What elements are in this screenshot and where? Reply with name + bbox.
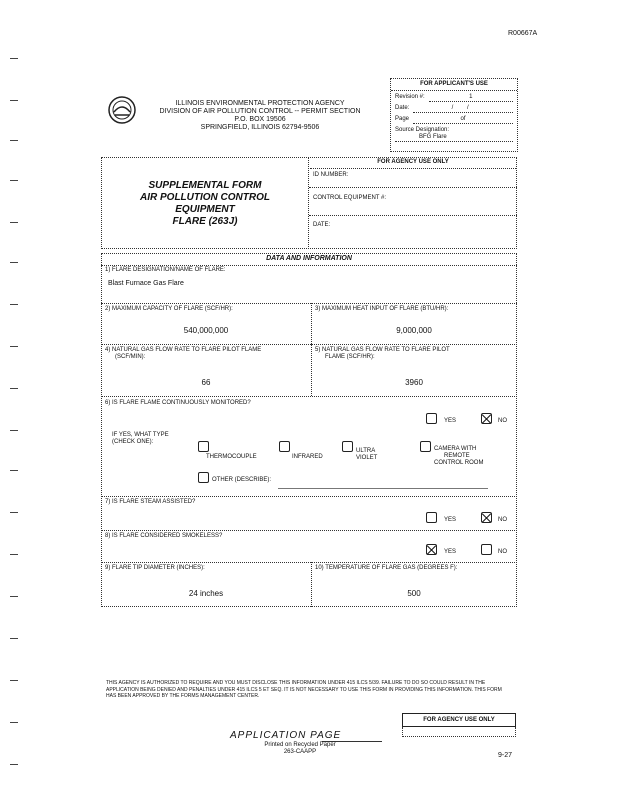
other-label: OTHER (DESCRIBE): — [212, 477, 272, 483]
margin-mark — [10, 722, 18, 725]
q8-rule — [101, 562, 517, 563]
other-checkbox[interactable] — [198, 472, 209, 483]
q9-value[interactable]: 24 inches — [188, 589, 224, 598]
q6-yes-label: YES — [444, 418, 457, 424]
q6-rule — [101, 496, 517, 497]
q1-label: 1) FLARE DESIGNATION/NAME OF FLARE: — [105, 267, 226, 273]
q8-yes-checkbox[interactable] — [426, 544, 437, 555]
revision-label: Revision #: — [395, 94, 425, 100]
margin-mark — [10, 680, 18, 683]
margin-mark — [10, 554, 18, 557]
q3-value[interactable]: 9,000,000 — [396, 326, 432, 335]
agency-logo — [108, 96, 136, 124]
agency-date-label: DATE: — [313, 222, 331, 228]
q8-label: 8) IS FLARE CONSIDERED SMOKELESS? — [105, 533, 223, 539]
form-title-line4: FLARE (263J) — [172, 216, 238, 227]
source-designation-label: Source Designation: — [395, 127, 450, 133]
camera-label-line2: REMOTE — [444, 453, 470, 459]
thermocouple-checkbox[interactable] — [198, 441, 209, 452]
q2-q3-divider — [311, 303, 312, 344]
page-label: Page — [395, 116, 410, 122]
agency-header — [140, 100, 380, 132]
other-field[interactable] — [278, 488, 488, 489]
q5-label-line1: 5) NATURAL GAS FLOW RATE TO FLARE PILOT — [315, 347, 450, 353]
q3-rule — [101, 344, 517, 345]
applicant-use-box — [390, 78, 518, 152]
form-code: 263-CAAPP — [283, 749, 317, 755]
q9-q10-divider — [311, 562, 312, 607]
margin-mark — [10, 346, 18, 349]
agency-name: ILLINOIS ENVIRONMENTAL PROTECTION AGENCY — [175, 100, 345, 107]
margin-mark — [10, 100, 18, 103]
form-title — [110, 180, 300, 228]
thermocouple-label: THERMOCOUPLE — [206, 454, 257, 460]
section-title-rule — [101, 265, 517, 266]
q8-no-label: NO — [498, 549, 507, 555]
date-label: Date: — [395, 105, 410, 111]
q10-value[interactable]: 500 — [407, 589, 421, 598]
agency-id-field[interactable] — [309, 187, 517, 188]
q6-yes-checkbox[interactable] — [426, 413, 437, 424]
q5-label — [315, 347, 515, 361]
q1-rule — [101, 303, 517, 304]
ultraviolet-checkbox[interactable] — [342, 441, 353, 452]
q5-label-line2: FLAME (SCF/HR): — [325, 354, 375, 360]
q8-yes-label: YES — [444, 549, 457, 555]
q4-label-line1: 4) NATURAL GAS FLOW RATE TO FLARE PILOT FLAME — [105, 347, 262, 353]
margin-mark — [10, 180, 18, 183]
q5-value[interactable]: 3960 — [405, 378, 423, 387]
margin-mark — [10, 638, 18, 641]
q4-label — [105, 347, 305, 361]
margin-mark — [10, 430, 18, 433]
margin-mark — [10, 470, 18, 473]
q7-label: 7) IS FLARE STEAM ASSISTED? — [105, 499, 196, 505]
q5-rule — [101, 396, 517, 397]
margin-mark — [10, 388, 18, 391]
q3-label: 3) MAXIMUM HEAT INPUT OF FLARE (BTU/HR): — [315, 306, 449, 312]
infrared-label: INFRARED — [292, 454, 323, 460]
agency-city: SPRINGFIELD, ILLINOIS 62794-9506 — [200, 124, 320, 131]
document-id: R00667A — [508, 30, 538, 37]
q4-q5-divider — [311, 344, 312, 396]
source-designation-field[interactable]: BFG Flare — [395, 134, 513, 142]
q6-no-checkbox[interactable] — [481, 413, 492, 424]
form-title-line2: AIR POLLUTION CONTROL — [140, 192, 270, 203]
margin-mark — [10, 512, 18, 515]
q6-if-yes-label: IF YES, WHAT TYPE — [112, 432, 169, 438]
agency-use-title: FOR AGENCY USE ONLY — [310, 159, 516, 169]
agency-id-label: ID NUMBER: — [313, 172, 349, 178]
page-number: 9-27 — [498, 752, 513, 759]
q6-no-label: NO — [498, 418, 507, 424]
camera-label-line1: CAMERA WITH — [434, 446, 477, 452]
q7-rule — [101, 530, 517, 531]
q8-no-checkbox[interactable] — [481, 544, 492, 555]
bottom-agency-use-field — [402, 727, 516, 737]
application-page-title: APPLICATION PAGE — [230, 730, 342, 741]
revision-field[interactable]: 1 — [429, 94, 513, 102]
agency-equipment-field[interactable] — [309, 215, 517, 216]
q6-check-one-label: (CHECK ONE): — [112, 439, 154, 445]
camera-label — [434, 446, 504, 467]
q7-yes-label: YES — [444, 517, 457, 523]
margin-mark — [10, 262, 18, 265]
form-title-line3: EQUIPMENT — [175, 204, 235, 215]
margin-mark — [10, 596, 18, 599]
q6-monitor-type-label — [112, 432, 169, 446]
margin-mark — [10, 764, 18, 767]
printed-on-recycled: Printed on Recycled Paper — [264, 742, 336, 748]
margin-mark — [10, 222, 18, 225]
camera-label-line3: CONTROL ROOM — [434, 460, 484, 466]
ultraviolet-label: ULTRA VIOLET — [356, 448, 378, 461]
camera-checkbox[interactable] — [420, 441, 431, 452]
bottom-agency-use-box: FOR AGENCY USE ONLY — [402, 713, 516, 727]
q1-value[interactable]: Blast Furnace Gas Flare — [108, 280, 184, 287]
q2-value[interactable]: 540,000,000 — [183, 326, 229, 335]
agency-division: DIVISION OF AIR POLLUTION CONTROL -- PERMIT SECTION — [159, 108, 361, 115]
agency-equipment-label: CONTROL EQUIPMENT #: — [313, 195, 387, 201]
margin-mark — [10, 58, 18, 61]
q7-no-checkbox[interactable] — [481, 512, 492, 523]
q7-yes-checkbox[interactable] — [426, 512, 437, 523]
q10-label: 10) TEMPERATURE OF FLARE GAS (DEGREES F): — [315, 565, 458, 571]
date-field[interactable]: / / — [413, 105, 513, 113]
disclaimer-text: THIS AGENCY IS AUTHORIZED TO REQUIRE AND YOU MUST DISCLOSE THIS INFORMATION UNDER 415 ILCS 5/39. FAILURE TO DO SO COULD RESULT IN THE APPLICATION BEING DENIED AND PENALTIES UNDER 415 ILCS 5 ET SEQ. IT IS NOT NECESSARY TO USE THIS FORM IN PROVIDING THIS INFORMATION. THIS FORM HAS BEEN APPROVED BY THE FORMS MANAGEMENT CENTER. — [106, 680, 502, 699]
page-field[interactable]: of — [413, 116, 513, 124]
printed-note — [250, 742, 350, 756]
q4-value[interactable]: 66 — [201, 378, 211, 387]
section-title: DATA AND INFORMATION — [266, 255, 352, 262]
applicant-use-title: FOR APPLICANT'S USE — [391, 79, 517, 91]
q6-label: 6) IS FLARE FLAME CONTINUOUSLY MONITORED? — [105, 400, 251, 406]
title-divider — [308, 157, 309, 249]
q2-label: 2) MAXIMUM CAPACITY OF FLARE (SCF/HR): — [105, 306, 233, 312]
agency-po-box: P.O. BOX 19506 — [234, 116, 286, 123]
margin-mark — [10, 140, 18, 143]
q7-no-label: NO — [498, 517, 507, 523]
infrared-checkbox[interactable] — [279, 441, 290, 452]
q9-label: 9) FLARE TIP DIAMETER (INCHES): — [105, 565, 205, 571]
q4-label-line2: (SCF/MIN): — [115, 354, 146, 360]
margin-mark — [10, 304, 18, 307]
form-title-line1: SUPPLEMENTAL FORM — [148, 180, 262, 191]
